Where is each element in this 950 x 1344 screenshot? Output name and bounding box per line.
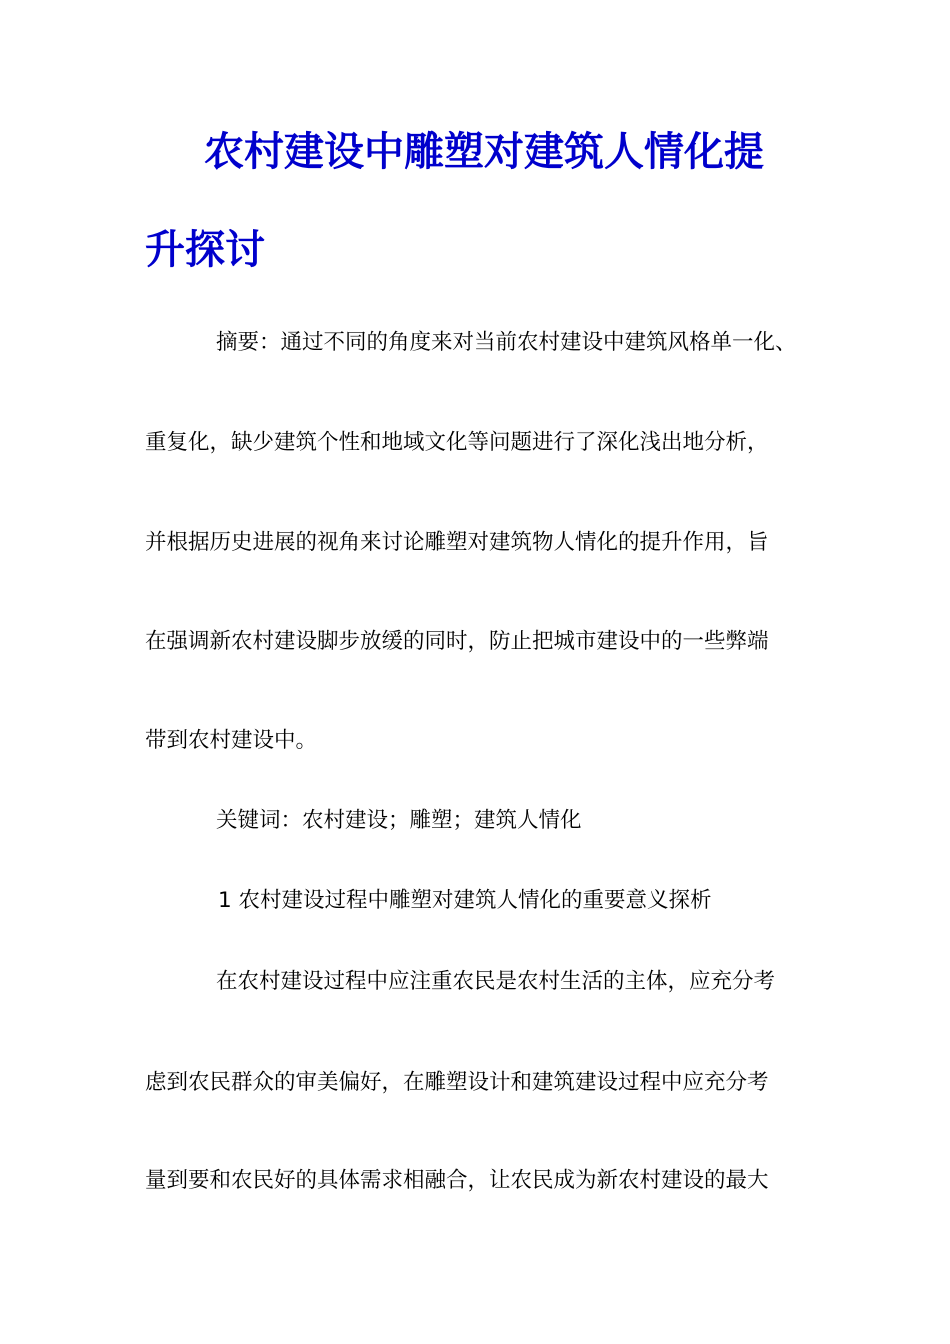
section-heading: 1 农村建设过程中雕塑对建筑人情化的重要意义探析	[218, 888, 712, 913]
abstract-line-5: 带到农村建设中。	[145, 728, 318, 753]
abstract-line-2: 重复化，缺少建筑个性和地域文化等问题进行了深化浅出地分析，	[145, 430, 769, 455]
abstract-line-1: 摘要：通过不同的角度来对当前农村建设中建筑风格单一化、	[216, 330, 797, 355]
abstract-line-4: 在强调新农村建设脚步放缓的同时，防止把城市建设中的一些弊端	[145, 629, 769, 654]
body-line-3: 量到要和农民好的具体需求相融合，让农民成为新农村建设的最大	[145, 1168, 769, 1193]
keywords-line: 关键词：农村建设；雕塑；建筑人情化	[216, 808, 582, 833]
document-title-line-2: 升探讨	[145, 227, 265, 273]
document-title-line-1: 农村建设中雕塑对建筑人情化提	[204, 129, 764, 175]
abstract-line-3: 并根据历史进展的视角来讨论雕塑对建筑物人情化的提升作用，旨	[145, 530, 769, 555]
body-line-2: 虑到农民群众的审美偏好，在雕塑设计和建筑建设过程中应充分考	[145, 1070, 769, 1095]
body-line-1: 在农村建设过程中应注重农民是农村生活的主体，应充分考	[216, 969, 776, 994]
